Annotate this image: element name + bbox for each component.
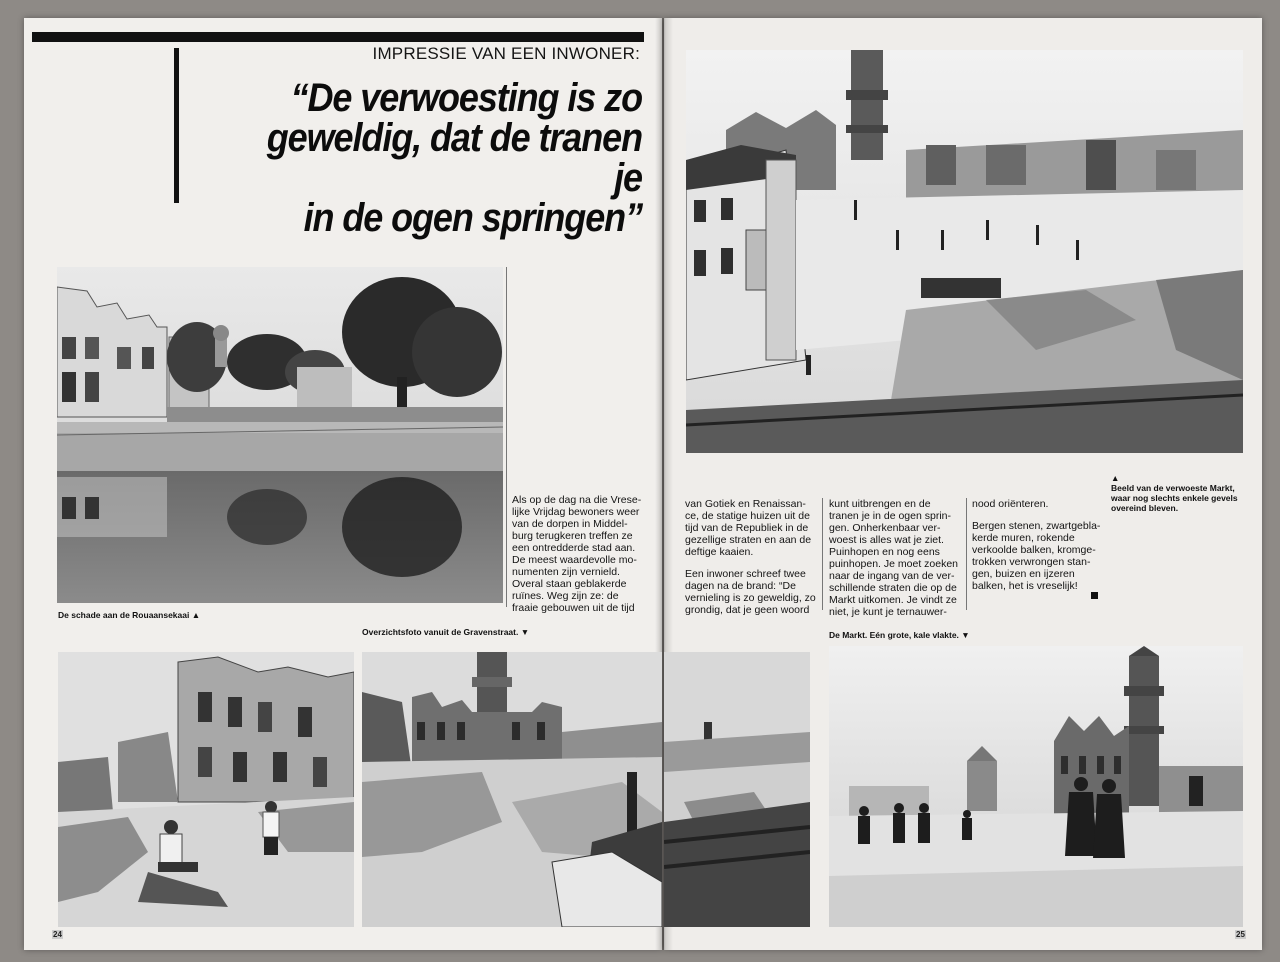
photo-gravenstraat-right xyxy=(664,652,810,927)
article-column-3: kunt uitbrengen en de tranen je in de ogen sprin- gen. Onherkenbaar ver- woest is alles wat je ziet. Puinhopen en nog eens puinhopen. Je moet zoeken naar de ingang van de ver- schillende straten die op de Markt uitkomen. Je vindt ze niet, je kunt je ternauwer- xyxy=(829,498,959,618)
arrow-down-icon: ▼ xyxy=(520,627,530,637)
caption-gravenstraat: Overzichtsfoto vanuit de Gravenstraat. ▼ xyxy=(362,627,530,637)
arrow-up-icon: ▲ xyxy=(1111,473,1120,483)
arrow-down-icon: ▼ xyxy=(961,630,970,640)
photo-rouaansekaai xyxy=(57,267,503,603)
column-rule xyxy=(822,498,823,610)
photo-markt-overview xyxy=(686,50,1243,453)
header-rule xyxy=(32,32,644,42)
article-column-4: nood oriënteren. Bergen stenen, zwartgebla- kerde muren, rokende verkoolde balken, kromge- trokken verwrongen stan- gen, buizen en ijzeren balken, het is vreselijk! xyxy=(972,498,1101,592)
end-of-article-mark xyxy=(1091,592,1098,599)
arrow-up-icon: ▲ xyxy=(191,610,201,620)
photo-ruined-street xyxy=(58,652,354,927)
headline-bar xyxy=(174,48,179,203)
article-column-2: van Gotiek en Renaissan- ce, de statige huizen uit de tijd van de Republiek in de gezellige straten en aan de deftige kaaien. Een inwoner schreef twee dagen na de brand: “De vernieling is zo geweldig, zo grondig, dat je geen woord xyxy=(685,498,816,616)
photo-markt-stadhuis xyxy=(829,646,1243,927)
column-rule xyxy=(506,267,507,607)
caption-verwoeste-markt: ▲ Beeld van de verwoeste Markt, waar nog slechts enkele gevels overeind bleven. xyxy=(1111,473,1251,513)
page-number-left: 24 xyxy=(53,930,62,939)
photo-gravenstraat-left xyxy=(362,652,662,927)
article-kicker: IMPRESSIE VAN EEN INWONER: xyxy=(372,44,640,63)
page-number-right: 25 xyxy=(1236,930,1245,939)
caption-kale-vlakte: De Markt. Eén grote, kale vlakte. ▼ xyxy=(829,630,970,640)
article-headline: “De verwoesting is zo geweldig, dat de tranen je in de ogen springen” xyxy=(266,76,642,240)
column-rule xyxy=(966,498,967,610)
article-column-1: Als op de dag na die Vrese- lijke Vrijdag bewoners weer van de dorpen in Middel- burg terugkeren treffen ze een ontredderde stad aan. De meest waardevolle mo- numenten zijn vernield. Overal staan geblakerde ruïnes. Weg zijn ze: de fraaie gebouwen uit de tijd xyxy=(512,494,642,614)
caption-rouaansekaai: De schade aan de Rouaansekaai ▲ xyxy=(58,610,201,620)
